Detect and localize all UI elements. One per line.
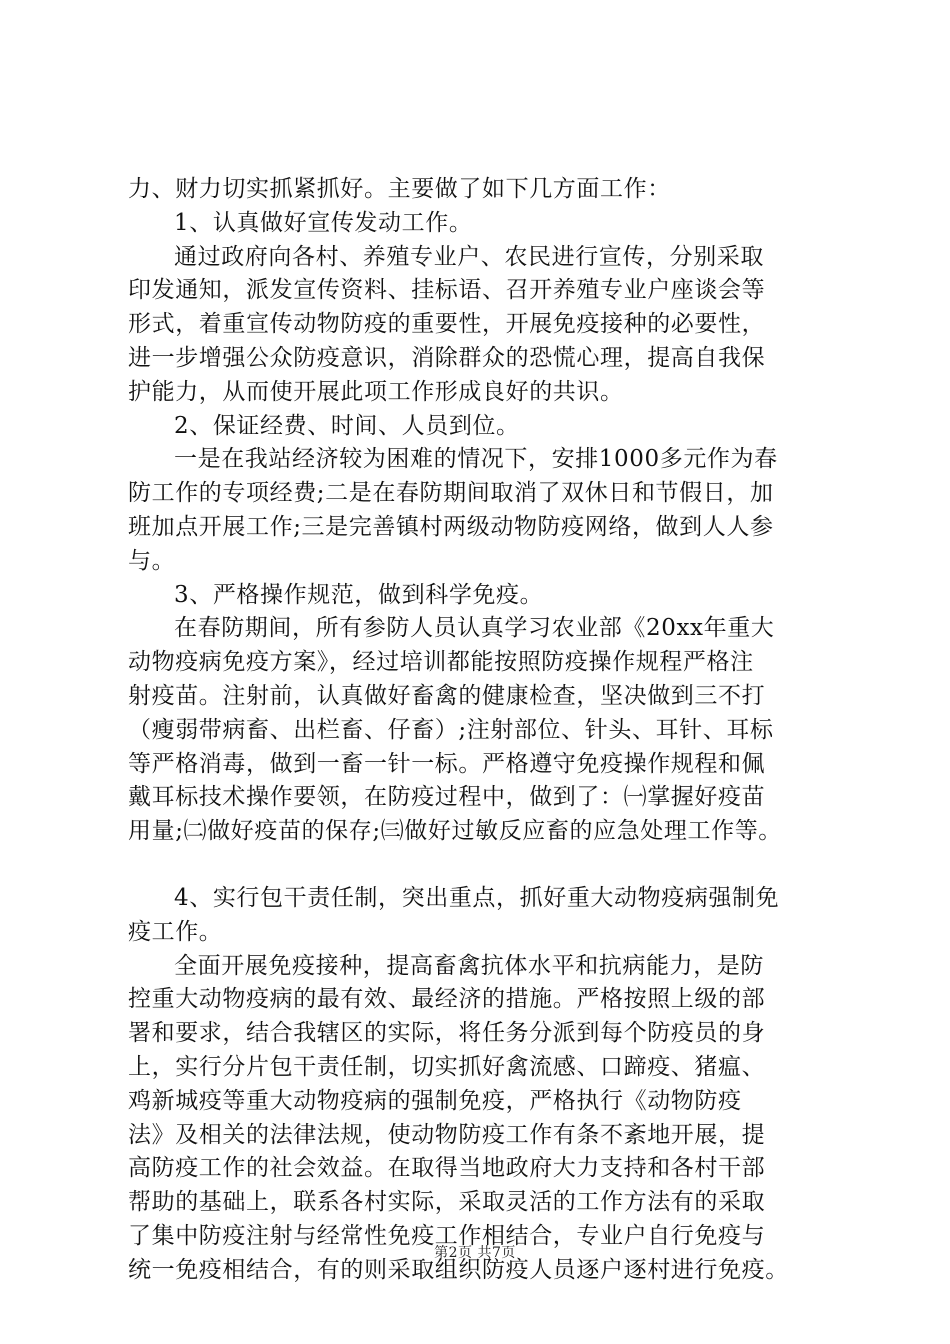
text-line: 鸡新城疫等重大动物疫病的强制免疫，严格执行《动物防疫 bbox=[128, 1087, 742, 1114]
text-line: 进一步增强公众防疫意识，消除群众的恐慌心理，提高自我保 bbox=[128, 344, 766, 371]
text-line: 戴耳标技术操作要领，在防疫过程中，做到了：㈠掌握好疫苗 bbox=[128, 784, 766, 811]
text-line: 了集中防疫注射与经常性免疫工作相结合，专业户自行免疫与 bbox=[128, 1222, 766, 1249]
text-line: 统一免疫相结合，有的则采取组织防疫人员逐户逐村进行免疫。 bbox=[128, 1256, 789, 1283]
text-line: 用量;㈡做好疫苗的保存;㈢做好过敏反应畜的应急处理工作等。 bbox=[128, 818, 782, 845]
text-line: 等严格消毒，做到一畜一针一标。严格遵守免疫操作规程和佩 bbox=[128, 750, 766, 777]
text-line: 全面开展免疫接种，提高畜禽抗体水平和抗病能力，是防 bbox=[174, 952, 764, 979]
text-line: 射疫苗。注射前，认真做好畜禽的健康检查，坚决做到三不打 bbox=[128, 682, 766, 709]
text-line: 与。 bbox=[128, 547, 176, 574]
text-line: 班加点开展工作;三是完善镇村两级动物防疫网络，做到人人参 bbox=[128, 513, 774, 540]
text-line: 上，实行分片包干责任制，切实抓好禽流感、口蹄疫、猪瘟、 bbox=[128, 1053, 766, 1080]
text-line: 署和要求，结合我辖区的实际，将任务分派到每个防疫员的身 bbox=[128, 1020, 766, 1047]
text-line: 法》及相关的法律法规，使动物防疫工作有条不紊地开展，提 bbox=[128, 1121, 766, 1148]
section-heading: 1、认真做好宣传发动工作。 bbox=[174, 209, 473, 236]
text-line: 动物疫病免疫方案》，经过培训都能按照防疫操作规程严格注 bbox=[128, 649, 754, 676]
text-line: 防工作的专项经费;二是在春防期间取消了双休日和节假日，加 bbox=[128, 480, 774, 507]
text-line: 一是在我站经济较为困难的情况下，安排1000多元作为春 bbox=[174, 446, 778, 473]
text-line: 帮助的基础上，联系各村实际，采取灵活的工作方法有的采取 bbox=[128, 1189, 766, 1216]
text-line: 护能力，从而使开展此项工作形成良好的共识。 bbox=[128, 378, 624, 405]
text-line: 形式，着重宣传动物防疫的重要性，开展免疫接种的必要性， bbox=[128, 311, 766, 338]
section-heading: 3、严格操作规范，做到科学免疫。 bbox=[174, 581, 544, 608]
text-line: 印发通知，派发宣传资料、挂标语、召开养殖专业户座谈会等 bbox=[128, 277, 766, 304]
text-line: 在春防期间，所有参防人员认真学习农业部《20xx年重大 bbox=[174, 615, 775, 642]
text-line: 疫工作。 bbox=[128, 918, 223, 945]
text-line: 力、财力切实抓紧抓好。主要做了如下几方面工作： bbox=[128, 176, 671, 202]
text-line: 高防疫工作的社会效益。在取得当地政府大力支持和各村干部 bbox=[128, 1155, 766, 1182]
document-body bbox=[128, 173, 844, 1288]
text-line: （瘦弱带病畜、出栏畜、仔畜）;注射部位、针头、耳针、耳标 bbox=[128, 716, 774, 743]
section-heading: 2、保证经费、时间、人员到位。 bbox=[174, 412, 520, 439]
text-line: 控重大动物疫病的最有效、最经济的措施。严格按照上级的部 bbox=[128, 986, 766, 1013]
text-line: 通过政府向各村、养殖专业户、农民进行宣传，分别采取 bbox=[174, 243, 764, 270]
section-heading: 4、实行包干责任制，突出重点，抓好重大动物疫病强制免 bbox=[174, 884, 780, 911]
page-number-footer: 第2页 共7页 bbox=[434, 1245, 516, 1261]
